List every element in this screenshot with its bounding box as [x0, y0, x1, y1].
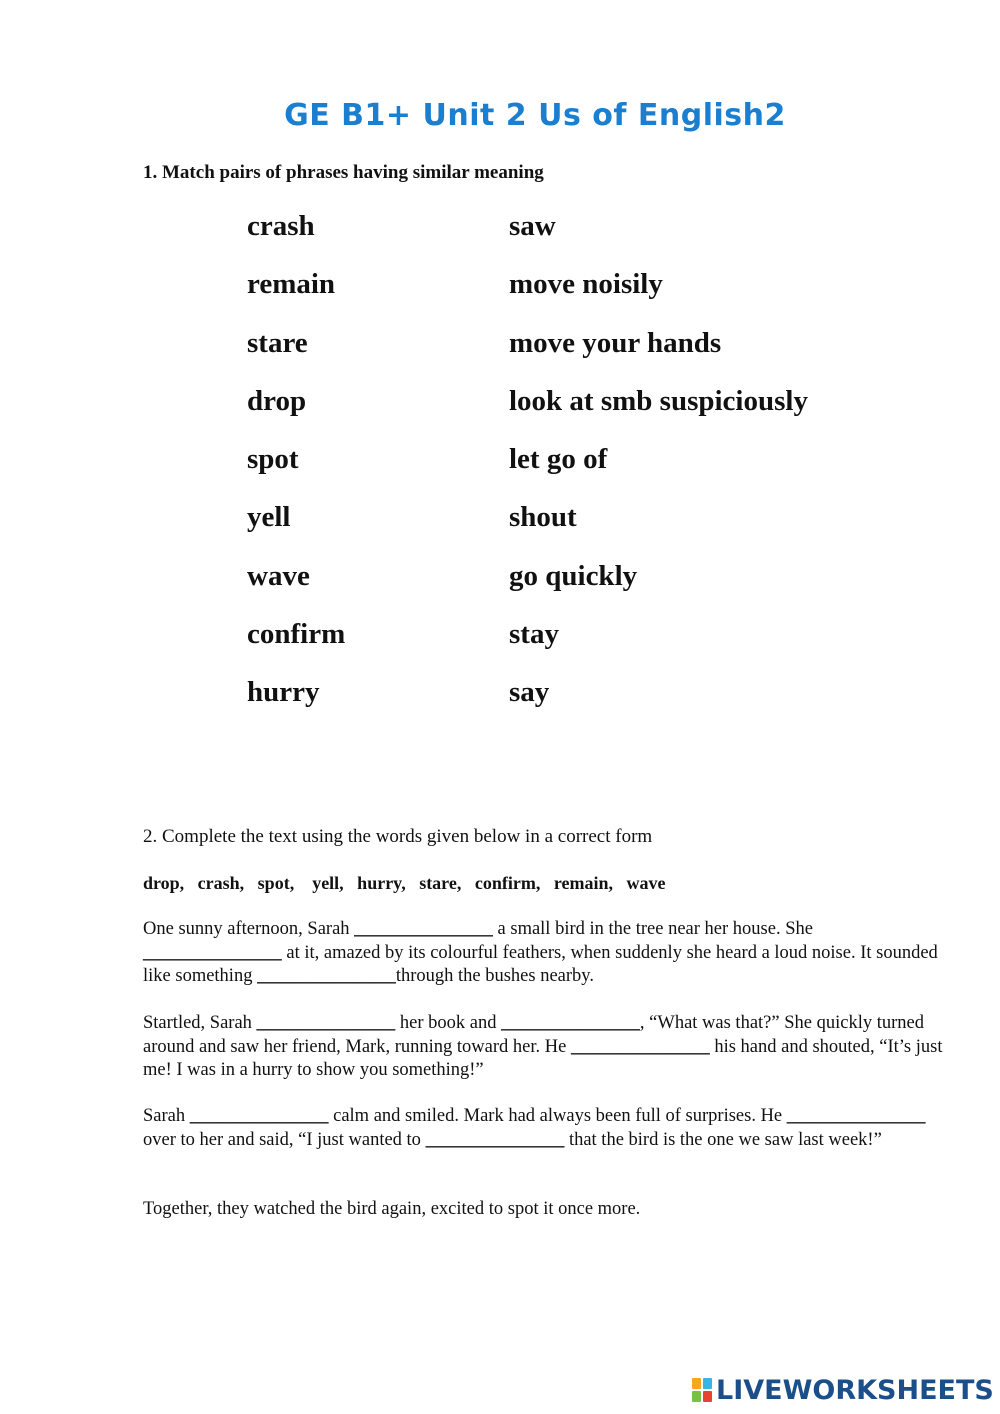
paragraph-text: , “What was that?” She quickly turned around and saw her friend, Mark, running toward her. He [143, 1013, 924, 1057]
paragraph-text: One sunny afternoon, Sarah [143, 919, 355, 939]
answer-blank[interactable]: _______________ [354, 919, 493, 939]
match-right-item[interactable]: shout [509, 501, 577, 534]
answer-blank[interactable]: _______________ [189, 1106, 329, 1126]
paragraph-text: over to her and said, “I just wanted to [143, 1129, 426, 1150]
paragraph-4: Together, they watched the bird again, excited to spot it once more. [143, 1199, 641, 1219]
liveworksheets-logo-icon [692, 1377, 714, 1403]
match-left-item[interactable]: spot [247, 443, 299, 476]
match-left-item[interactable]: hurry [247, 676, 320, 709]
liveworksheets-logo [692, 1374, 994, 1406]
paragraph-text: her book and [395, 1013, 502, 1033]
match-right-item[interactable]: saw [509, 210, 556, 242]
word-bank: drop, crash, spot, yell, hurry, stare, confirm, remain, wave [143, 873, 666, 893]
paragraph-text: at it, amazed by its colourful feathers, when suddenly she heard a loud noise. It sounded like something [143, 942, 938, 986]
answer-blank[interactable]: _______________ [425, 1129, 565, 1150]
match-left-item[interactable]: drop [247, 384, 307, 417]
paragraph-2 [143, 1012, 943, 1083]
match-left-item[interactable]: wave [247, 559, 310, 592]
match-right-item[interactable]: say [509, 676, 550, 709]
match-left-item[interactable]: yell [247, 501, 291, 534]
logo-text: LIVEWORKSHEETS [716, 1374, 994, 1406]
paragraph-text: Sarah [143, 1106, 190, 1126]
paragraph-1 [143, 918, 943, 989]
match-left-column [247, 204, 345, 729]
match-right-item[interactable]: look at smb suspiciously [509, 384, 808, 417]
paragraph-text: a small bird in the tree near her house. She [492, 919, 813, 939]
answer-blank[interactable]: _______________ [501, 1013, 640, 1033]
paragraph-text: Startled, Sarah [143, 1013, 257, 1033]
answer-blank[interactable]: _______________ [570, 1036, 710, 1057]
match-right-item[interactable]: move your hands [509, 326, 722, 359]
section1-heading: 1. Match pairs of phrases having similar meaning [143, 162, 544, 183]
match-right-item[interactable]: go quickly [509, 559, 638, 592]
paragraph-text: his hand and shouted, “It’s just me! I was in a hurry to show you something!” [143, 1036, 943, 1080]
paragraph-3 [143, 1105, 943, 1152]
match-right-column [509, 204, 808, 729]
match-left-item[interactable]: confirm [247, 618, 346, 651]
match-left-item[interactable]: remain [247, 268, 336, 301]
paragraph-text: calm and smiled. Mark had always been full of surprises. He [328, 1106, 787, 1126]
paragraph-text: that the bird is the one we saw last week!” [564, 1129, 882, 1150]
paragraph-text: through the bushes nearby. [395, 966, 594, 986]
match-right-item[interactable]: stay [509, 618, 559, 651]
answer-blank[interactable]: _______________ [256, 1013, 396, 1033]
answer-blank[interactable]: _______________ [257, 966, 396, 986]
match-left-item[interactable]: stare [247, 326, 308, 359]
answer-blank[interactable]: _______________ [786, 1106, 926, 1126]
page-title: GE B1+ Unit 2 Us of English2 [284, 98, 786, 133]
match-right-item[interactable]: let go of [509, 443, 608, 476]
match-right-item[interactable]: move noisily [509, 268, 663, 301]
answer-blank[interactable]: _______________ [143, 942, 282, 963]
section2-heading: 2. Complete the text using the words given below in a correct form [143, 826, 653, 847]
match-left-item[interactable]: crash [247, 210, 315, 242]
